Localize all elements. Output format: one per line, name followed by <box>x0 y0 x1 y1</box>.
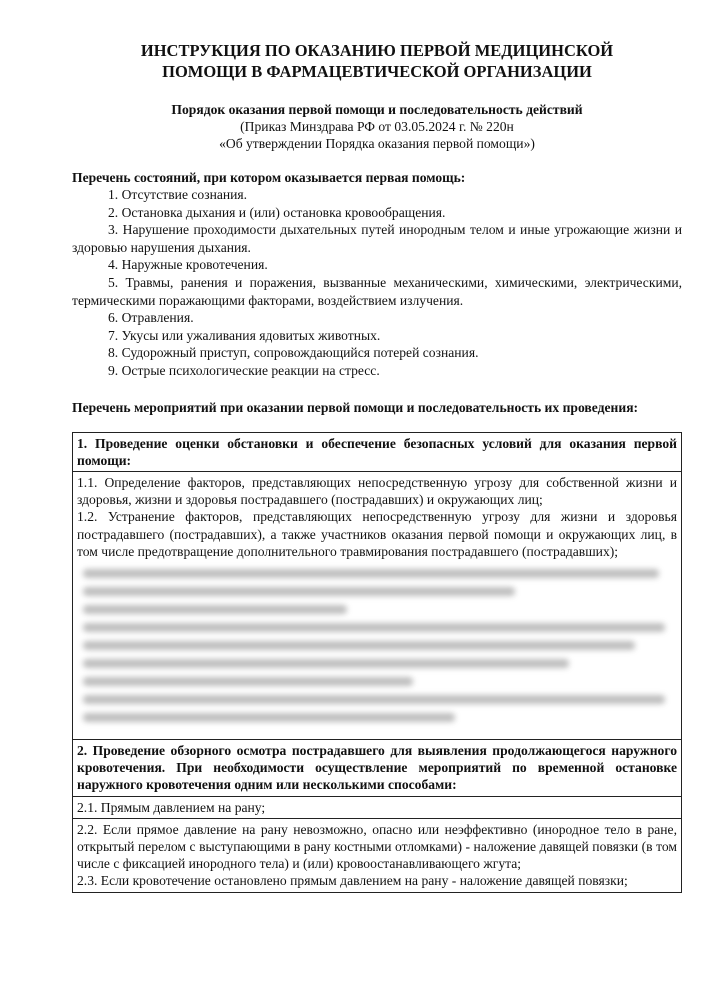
list-item: 5. Травмы, ранения и поражения, вызванные механическими, химическими, электрическими, термическими поражающими факторами, воздействием излучения. <box>72 274 682 308</box>
blurred-content <box>77 569 677 737</box>
document-subtitle <box>72 101 682 152</box>
list-item: 1. Отсутствие сознания. <box>108 187 248 202</box>
table-row <box>73 739 682 796</box>
list-item: 9. Острые психологические реакции на стресс. <box>108 362 380 378</box>
list-item: 8. Судорожный приступ, сопровождающийся потерей сознания. <box>108 345 479 361</box>
section-2-title: 2. Проведение обзорного осмотра пострадавшего для выявления продолжающегося наружного кровотечения. При необходимости осуществление мероприятий по временной остановке наружного кровотечения одним или несколькими способами: <box>73 739 682 796</box>
list-item: 7. Укусы или ужаливания ядовитых животных. <box>108 327 381 343</box>
table-row <box>73 471 682 739</box>
list-item: 3. Нарушение проходимости дыхательных путей инородным телом и иные угрожающие жизни и здоровью нарушения дыхания. <box>72 222 682 255</box>
section-2-item-1: 2.1. Прямым давлением на рану; <box>73 796 682 818</box>
section-2-item-2: 2.2. Если прямое давление на рану невозможно, опасно или неэффективно (инородное тело в ране, открытый перелом с выступающими в рану костными отломками) - наложение давящей повязки (в том числе с фиксацией инородного тела) и (или) кровоостанавливающего жгута; <box>77 821 677 872</box>
document-title <box>72 40 682 82</box>
list-item: 4. Наружные кровотечения. <box>108 257 268 273</box>
conditions-section <box>72 169 682 380</box>
subtitle-line-1: Порядок оказания первой помощи и последовательность действий <box>171 102 583 117</box>
list-item: 2. Остановка дыхания и (или) остановка кровообращения. <box>108 204 446 220</box>
subtitle-line-3: «Об утверждении Порядка оказания первой помощи») <box>219 136 535 151</box>
measures-table <box>72 432 682 893</box>
conditions-list <box>72 186 682 380</box>
table-row <box>73 796 682 818</box>
section-2-item-3: 2.3. Если кровотечение остановлено прямым давлением на рану - наложение давящей повязки; <box>77 873 628 889</box>
section-1-item-1: 1.1. Определение факторов, представляющих непосредственную угрозу для собственной жизни и здоровья, жизни и здоровья пострадавшего (пострадавших) и окружающих лиц; <box>77 474 677 508</box>
conditions-heading: Перечень состояний, при котором оказывается первая помощь: <box>72 170 466 185</box>
section-1-item-2: 1.2. Устранение факторов, представляющих непосредственную угрозу для жизни и здоровья пострадавшего (пострадавших), а также участников оказания первой помощи и окружающих лиц, в том числе предотвращение дополнительного травмирования пострадавшего (пострадавших); <box>77 509 677 559</box>
section-1-title: 1. Проведение оценки обстановки и обеспечение безопасных условий для оказания первой помощи: <box>73 432 682 471</box>
table-row <box>73 818 682 892</box>
measures-heading: Перечень мероприятий при оказании первой помощи и последовательность их проведения: <box>72 399 639 415</box>
table-row <box>73 432 682 471</box>
title-line-1: ИНСТРУКЦИЯ ПО ОКАЗАНИЮ ПЕРВОЙ МЕДИЦИНСКОЙ <box>140 41 614 60</box>
title-line-2: ПОМОЩИ В ФАРМАЦЕВТИЧЕСКОЙ ОРГАНИЗАЦИИ <box>162 62 592 81</box>
section-2-body <box>73 818 682 892</box>
subtitle-line-2: (Приказ Минздрава РФ от 03.05.2024 г. № 220н <box>240 119 514 134</box>
measures-section <box>72 399 682 893</box>
list-item: 6. Отравления. <box>108 310 194 326</box>
section-1-body <box>73 471 682 739</box>
